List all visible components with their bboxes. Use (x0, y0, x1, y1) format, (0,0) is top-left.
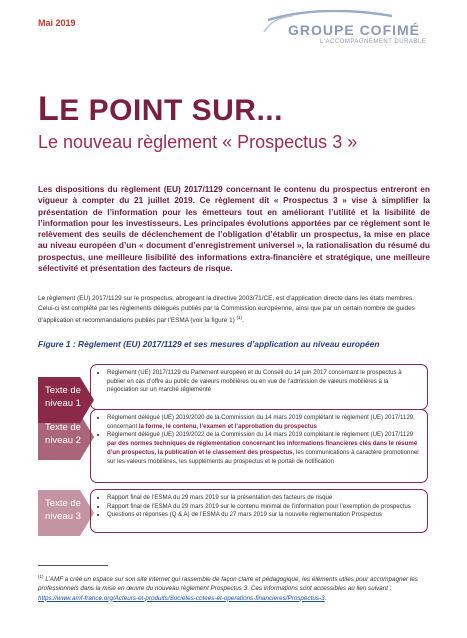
item-text-segment: par des normes techniques de réglementation concernant les informations financières clés dans le résumé d’un prospectus, la publication et le classement des prospectus (107, 440, 418, 456)
level-3-item (107, 494, 421, 503)
intro-summary: Les dispositions du règlement (EU) 2017/1129 concernant le contenu du prospectus entreront en vigueur à compter du 21 juillet 2019. Ce règlement dit « Prospectus 3 » vise à simplifier la présentation de l’information pour les émetteurs tout en améliorant l’utilité et la lisibilité de l’information pour les investisseurs. Les principales évolutions apportées par ce règlement sont le relèvement des seuils de déclenchement de l’obligation d’établir un prospectus, la mise en place au niveau européen d’un « document d’enregistrement universel », la rationalisation du résumé du prospectus, une meilleure lisibilité des informations extra-financière et stratégique, une meilleure sélectivité et présentation des facteurs de risque. (38, 184, 430, 274)
level-3-arrow (38, 490, 94, 536)
level-2-arrow (38, 414, 94, 460)
level-label-line1: Texte de (45, 498, 81, 509)
footnote-divider (38, 565, 108, 566)
page-title (38, 90, 283, 129)
body-paragraph (38, 294, 430, 326)
item-text-segment: Règlement délégué (UE) 2019/2022 de la Commission du 14 mars 2019 complétant le règlement (UE) 2017/1129 (107, 431, 414, 439)
level-label-line1: Texte de (45, 422, 81, 433)
paragraph-text: Le règlement (EU) 2017/1129 sur le prospectus, abrogeant la directive 2003/71/CE, est d’application directe dans les états membres. Celui-ci est complété par les règlements délégués publiés par la Commission européenne, ainsi que par un certain nombre de guides d’application et recommandations publiés par l’ESMA (voir la figure 1) (38, 295, 415, 325)
logo-name: GROUPE COFIMÉ (288, 22, 421, 38)
title-rest: E POINT SUR... (59, 94, 283, 127)
level-1-box (90, 364, 428, 410)
level-label-line2: niveau 1 (45, 398, 81, 409)
item-text-segment: Rapport final de l’ESMA du 29 mars 2019 sur le contenu minimal de l’information pour l’exemption de prospectus (107, 502, 411, 510)
item-text-segment: Règlement (UE) 2017/1129 du Parlement européen et du Conseil du 14 juin 2017 concernant le prospectus à publier en cas d’offre au public de valeurs mobilières ou en vue de l’admission de valeurs mobilières à la négociation sur un marché réglementé (107, 369, 402, 394)
footnote-reference[interactable]: (1) (236, 315, 243, 321)
logo-tagline: L'ACCOMPAGNEMENT DURABLE (320, 39, 427, 45)
item-text-segment: Questions et réponses (Q & A) de l’ESMA du 27 mars 2019 sur la nouvelle réglementation Prospectus (107, 511, 383, 519)
level-2-label (38, 421, 88, 447)
publication-date: Mai 2019 (38, 18, 76, 28)
level-label-line2: niveau 3 (45, 511, 81, 522)
item-text-segment: , les communications à caractère promotionnel sur les valeurs mobilières, les suppléments au prospectus et le portail de notification (107, 448, 419, 465)
level-3-item (107, 511, 421, 520)
level-3-box (90, 489, 428, 533)
level-1-item (107, 369, 421, 395)
item-text-segment: Rapport final de l’ESMA du 29 mars 2019 sur la présentation des facteurs de risque (107, 494, 333, 501)
footnote-marker: (1) (38, 574, 44, 579)
figure-title: Figure 1 : Règlement (EU) 2017/1129 et ses mesures d’application au niveau européen (38, 339, 380, 349)
level-2-item (107, 431, 421, 466)
footnote (38, 572, 430, 603)
item-text-segment: Règlement délégué (UE) 2019/2020 de la Commission du 14 mars 2019 complétant le règlement (UE) 2017/1129, concernant (107, 414, 415, 430)
company-logo (262, 10, 442, 50)
level-1-label (38, 384, 88, 410)
level-1-list (99, 369, 421, 395)
level-3-label (38, 497, 88, 523)
level-2-item (107, 414, 421, 431)
level-label-line2: niveau 2 (45, 435, 81, 446)
item-text-segment: la forme, le contenu, l’examen et l’approbation du prospectus (138, 422, 317, 430)
title-first-letter: L (38, 90, 60, 128)
amf-link[interactable]: https://www.amf-france.org/Acteurs-et-produits/Societes-cotees-et-operations-financieres/Prospectus-3 (38, 594, 325, 602)
level-3-item (107, 503, 421, 512)
level-2-box (90, 409, 428, 483)
footnote-text: L’AMF a créé un espace sur son site internet qui rassemble de façon claire et pédagogique, les éléments utiles pour accompagner les professionnels dans la mise en œuvre du nouveau règlement Prospectus 3. Ces informations sont accessibles au lien suivant : (38, 576, 418, 593)
page-subtitle: Le nouveau règlement « Prospectus 3 » (38, 132, 358, 152)
level-3-list (99, 494, 421, 520)
paragraph-end: . (242, 317, 244, 325)
level-2-list (99, 414, 421, 466)
level-label-line1: Texte de (45, 385, 81, 396)
footnote-end: . (324, 594, 327, 602)
